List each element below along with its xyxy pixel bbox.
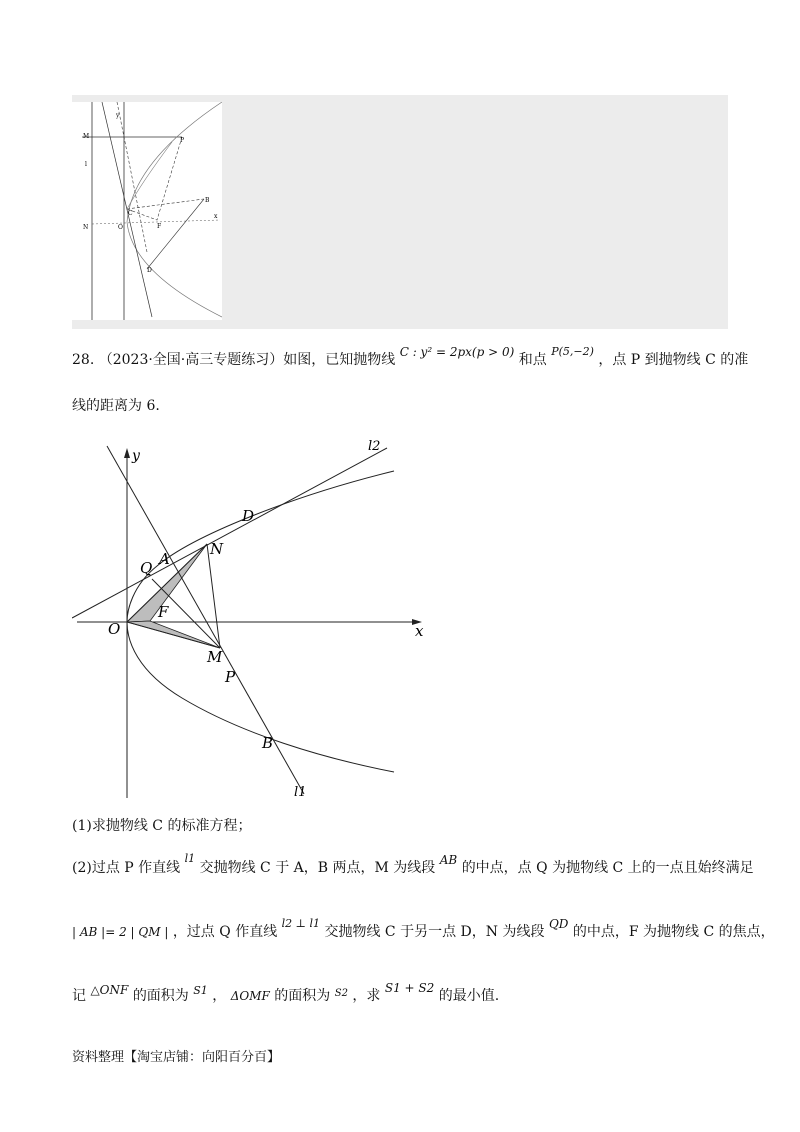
point-P: P(5,−2) [551,345,594,358]
label-B: B [262,734,274,752]
label-N: N [83,224,89,231]
q2-text-j: 的面积为 [274,988,331,1004]
q2-condition: | AB |= 2 | QM | [72,925,169,939]
q2-sum: S1 + S2 [384,981,435,995]
label-A: A [159,550,170,568]
previous-problem-figure [72,102,222,320]
q2-qd: QD [548,917,569,931]
y-axis-arrow [124,448,130,458]
label-M: M [83,133,90,140]
q2-triangle-omf: ΔOMF [230,989,270,1003]
q2-text-c: 的中点，点 Q 为抛物线 C 上的一点且始终满足 [461,860,754,876]
segment-OM [127,622,220,648]
label-N: N [210,540,224,558]
question-1 [72,816,251,836]
q2-text-h: 的面积为 [132,988,189,1004]
q2-text-f: 的中点，F 为抛物线 C 的焦点， [572,924,775,940]
problem-source: （2023·全国·高三专题练习）如图，已知抛物线 [98,352,396,368]
previous-figure-svg [72,102,222,320]
line-l2 [72,448,387,618]
question-2-line3 [72,981,500,1008]
q2-ab: AB [439,853,458,867]
q2-s1: S1 [193,984,208,997]
label-P: P [225,668,236,686]
q2-text-a: (2)过点 P 作直线 [72,860,181,876]
question-1-text: (1)求抛物线 C 的标准方程； [72,818,252,834]
problem-tail: ，点 P 到抛物线 C 的准 [598,352,749,368]
label-D: D [242,507,255,525]
problem-statement-line1 [72,345,749,371]
label-C: C [128,210,133,217]
label-B: B [205,197,210,204]
problem-number: 28. [72,352,95,368]
label-D: D [147,267,152,274]
label-l1: l1 [294,785,307,800]
q2-s2: S2 [334,988,348,999]
question-2-line1 [72,852,754,879]
q2-text-i: ， [212,988,227,1004]
parabola-figure [72,436,432,806]
label-M: M [207,648,223,666]
q2-text-l: 的最小值. [438,988,500,1004]
q2-text-k: ，求 [352,988,381,1004]
label-x: x [214,213,218,220]
problem-statement-line2 [72,396,160,416]
label-x: x [415,622,424,640]
label-O: O [108,620,121,638]
label-O: O [118,224,123,231]
parabola-figure-svg [72,436,432,806]
label-l: l [85,161,87,168]
q2-text-b: 交抛物线 C 于 A，B 两点，M 为线段 [199,860,436,876]
q2-perp: l2 ⊥ l1 [281,917,321,930]
q2-text-g: 记 [72,988,86,1004]
label-l2: l2 [368,439,381,454]
problem-line2-text: 线的距离为 6. [72,398,160,414]
parabola-equation: C : y² = 2px(p > 0) [399,345,515,359]
label-P: P [180,137,185,144]
question-2-line2 [72,917,775,943]
q2-text-e: 交抛物线 C 于另一点 D，N 为线段 [324,924,545,940]
footer-source: 资料整理【淘宝店铺：向阳百分百】 [72,1050,281,1065]
q2-triangle-onf: △ONF [90,983,129,997]
label-F: F [158,603,169,621]
label-y: y [116,112,120,119]
label-F: F [157,223,162,230]
q2-l1: l1 [184,852,196,865]
and-point-text: 和点 [518,352,547,368]
segment-NM [207,544,220,648]
label-y: y [132,448,140,464]
q2-text-d: ，过点 Q 作直线 [172,924,278,940]
label-Q: Q [140,559,153,577]
